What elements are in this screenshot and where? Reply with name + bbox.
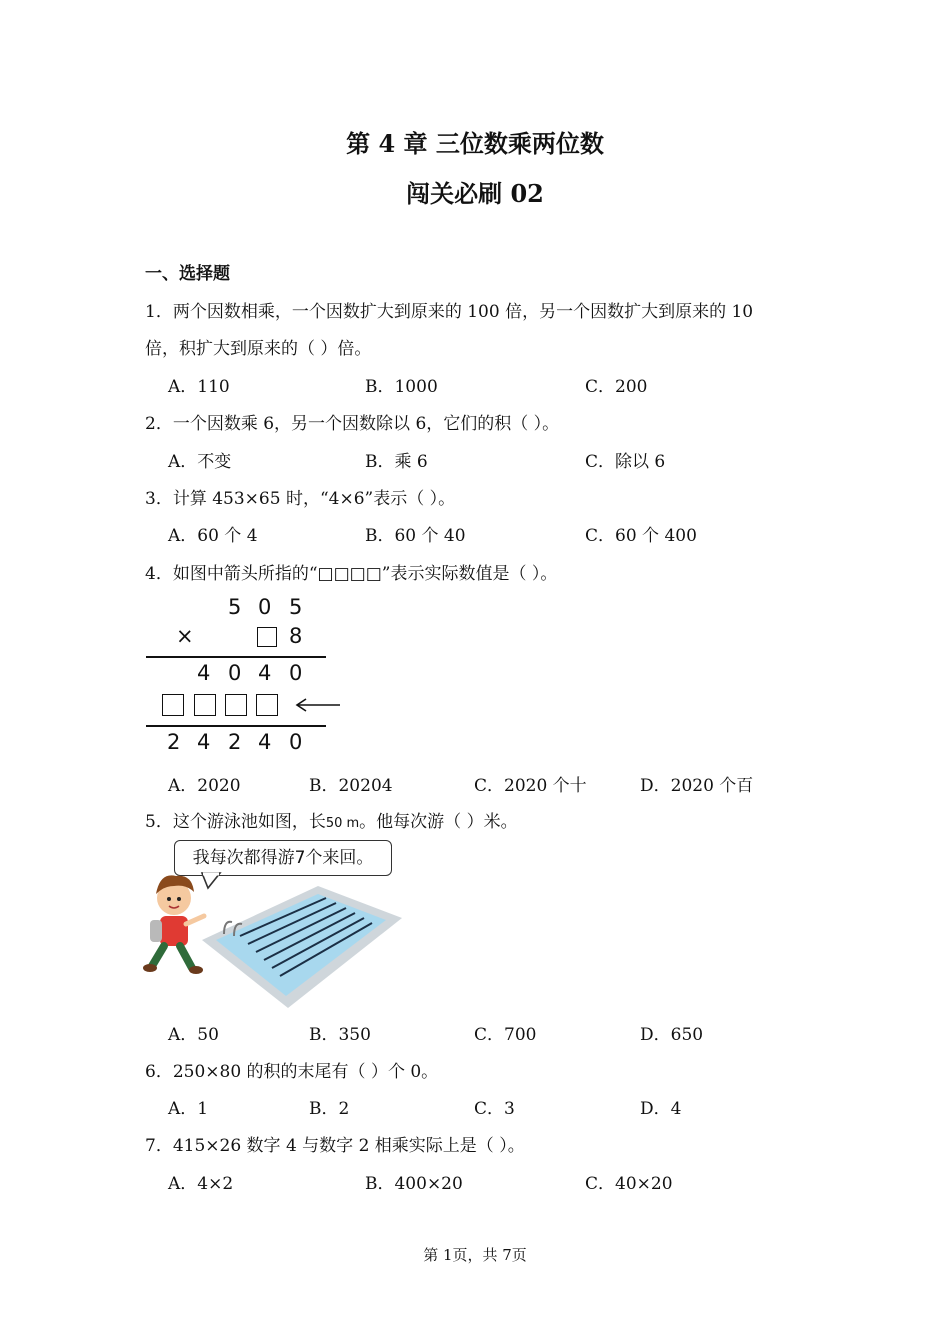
digit: 4	[197, 730, 211, 754]
q3-option-b[interactable]: B．60 个 40	[365, 526, 466, 546]
digit: 8	[289, 624, 303, 648]
rule-line	[146, 725, 326, 727]
q7-text: 7．415×26 数字 4 与数字 2 相乘实际上是（ ）。	[145, 1136, 525, 1156]
q3-text: 3．计算 453×65 时，“4×6”表示（ ）。	[145, 489, 456, 509]
q4-option-c[interactable]: C．2020 个十	[474, 776, 587, 796]
digit: 2	[167, 730, 181, 754]
q1-option-c[interactable]: C．200	[585, 377, 648, 397]
q5-option-c[interactable]: C．700	[474, 1025, 537, 1045]
q2-text: 2．一个因数乘 6，另一个因数除以 6，它们的积（ ）。	[145, 414, 560, 434]
q1-text-line2: 倍，积扩大到原来的（ ）倍。	[145, 339, 372, 359]
vertical-multiplication-figure	[144, 588, 344, 758]
q7-option-b[interactable]: B．400×20	[365, 1174, 463, 1194]
q4-option-a[interactable]: A．2020	[168, 776, 241, 796]
pool-length: 50 m	[325, 816, 360, 831]
q1-option-a[interactable]: A．110	[168, 377, 230, 397]
digit: 4	[258, 661, 272, 685]
q5-option-b[interactable]: B．350	[309, 1025, 371, 1045]
digit: 0	[258, 595, 272, 619]
q3-option-a[interactable]: A．60 个 4	[168, 526, 258, 546]
q6-option-d[interactable]: D．4	[640, 1099, 682, 1119]
swimming-pool-illustration	[140, 836, 410, 1011]
times-sign: ×	[176, 624, 194, 648]
q5-option-a[interactable]: A．50	[168, 1025, 219, 1045]
q4-option-b[interactable]: B．20204	[309, 776, 393, 796]
blank-box	[225, 694, 247, 716]
digit: 0	[228, 661, 242, 685]
q1-text-line1: 1．两个因数相乘，一个因数扩大到原来的 100 倍，另一个因数扩大到原来的 10	[145, 302, 754, 322]
digit: 2	[228, 730, 242, 754]
digit: 0	[289, 730, 303, 754]
rule-line	[146, 656, 326, 658]
q6-option-a[interactable]: A．1	[168, 1099, 209, 1119]
left-arrow-icon	[294, 696, 342, 714]
speech-bubble: 我每次都得游7个来回。	[174, 840, 392, 876]
q7-option-c[interactable]: C．40×20	[585, 1174, 673, 1194]
blank-box	[257, 627, 277, 647]
q2-option-b[interactable]: B．乘 6	[365, 452, 428, 472]
q1-option-b[interactable]: B．1000	[365, 377, 438, 397]
q5-text	[145, 807, 518, 832]
q5-text-before: 5．这个游泳池如图，长	[145, 812, 326, 832]
digit: 4	[258, 730, 272, 754]
q6-option-b[interactable]: B．2	[309, 1099, 350, 1119]
q2-option-c[interactable]: C．除以 6	[585, 452, 666, 472]
page-subtitle: 闯关必刷 02	[406, 179, 544, 208]
q3-option-c[interactable]: C．60 个 400	[585, 526, 697, 546]
blank-box	[194, 694, 216, 716]
section-heading: 一、选择题	[145, 264, 230, 284]
digit: 5	[289, 595, 303, 619]
q5-option-d[interactable]: D．650	[640, 1025, 704, 1045]
q6-text: 6．250×80 的积的末尾有（ ）个 0。	[145, 1062, 439, 1082]
q4-option-d[interactable]: D．2020 个百	[640, 776, 754, 796]
q7-option-a[interactable]: A．4×2	[168, 1174, 234, 1194]
q5-text-after: 。他每次游（ ）米。	[359, 812, 518, 832]
blank-box	[256, 694, 278, 716]
pool-boy-drawing	[140, 836, 410, 1011]
blank-box	[162, 694, 184, 716]
q4-text: 4．如图中箭头所指的“□□□□”表示实际数值是（ ）。	[145, 564, 558, 584]
digit: 0	[289, 661, 303, 685]
q6-option-c[interactable]: C．3	[474, 1099, 515, 1119]
digit: 5	[228, 595, 242, 619]
digit: 4	[197, 661, 211, 685]
page-title: 第 4 章 三位数乘两位数	[346, 129, 604, 158]
q2-option-a[interactable]: A．不变	[168, 452, 232, 472]
page-footer: 第 1页，共 7页	[423, 1246, 527, 1264]
